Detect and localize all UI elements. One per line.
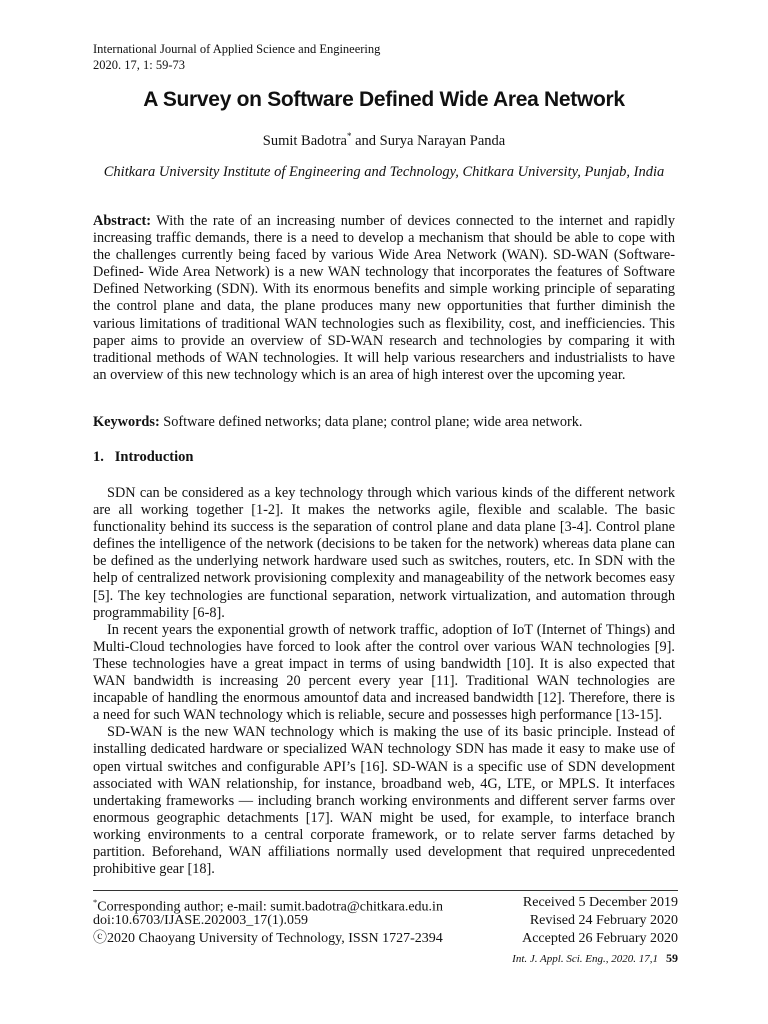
affiliation: Chitkara University Institute of Engineering and Technology, Chitkara University, Punjab, India [103, 164, 665, 180]
doi: doi:10.6703/IJASE.202003_17(1).059 [93, 913, 309, 928]
received-date: Received 5 December 2019 [522, 895, 678, 910]
keywords-text: Software defined networks; data plane; control plane; wide area network. [159, 414, 583, 430]
footnote-divider [93, 890, 678, 891]
abstract-label: Abstract: [93, 213, 151, 229]
footnote-mark: * [93, 897, 98, 907]
introduction-body [93, 485, 675, 878]
abstract [93, 213, 675, 384]
journal-name: International Journal of Applied Science and Engineering [93, 42, 381, 56]
keywords-label: Keywords: [93, 414, 160, 430]
copyright: ⓒ2020 Chaoyang University of Technology, ISSN 1727-2394 [93, 931, 443, 946]
corresponding-text: Corresponding author; e-mail: sumit.badotra@chitkara.edu.in [97, 899, 443, 915]
author-rest: and Surya Narayan Panda [351, 132, 506, 149]
accepted-date: Accepted 26 February 2020 [522, 931, 678, 946]
page-number: 59 [666, 951, 678, 965]
citation: Int. J. Appl. Sci. Eng., 2020. 17,1 [512, 953, 658, 965]
page-footer [512, 951, 678, 966]
keywords [93, 414, 675, 431]
corresponding-mark: * [346, 131, 352, 141]
paragraph: In recent years the exponential growth of network traffic, adoption of IoT (Internet of Things) and Multi-Cloud technologies have forced to look after the control over various WAN technologies [9]. These technologies have a great impact in terms of using bandwidth [10]. It is also expected that WAN bandwidth is increasing 20 percent every year [11]. Traditional WAN technologies are incapable of handling the enormous amountof data and increased bandwidth [12]. Therefore, there is a need for such WAN technology which is reliable, secure and possesses high performance [13-15]. [93, 621, 675, 724]
paper-title: A Survey on Software Defined Wide Area Network [143, 88, 625, 111]
paragraph: SDN can be considered as a key technology through which various kinds of the different network are all working together [1-2]. It makes the networks agile, flexible and scalable. The basic functionality behind its success is the separation of control plane and data plane [3-4]. Control plane defines the intelligence of the network (decisions to be taken for the network) whereas data plane can be defined as the underlying network hardware used such as switches, routers, etc. In SDN with the help of centralized network provisioning complexity and manageability of the network becomes easy [5]. The key technologies are functional separation, network virtualization, and automation through programmability [6-8]. [93, 485, 675, 621]
paragraph: SD-WAN is the new WAN technology which is making the use of its basic principle. Instead of installing dedicated hardware or specialized WAN technology SDN has made it easy to make use of open virtual switches and configurable API’s [16]. SD-WAN is a specific use of SDN development associated with WAN relationship, for instance, broadband web, 4G, LTE, or MPLS. It interfaces undertaking frameworks — including branch working environments and different server farms over enormous geographic detachments [17]. WAN might be used, for example, to interface branch working environments to a central corporate framework, or to relate server farms detached by partition. Beforehand, WAN affiliations normally used development that required unprecedented prohibitive gear [18]. [93, 724, 675, 878]
authors [0, 131, 768, 150]
section-heading: 1. Introduction [93, 449, 194, 465]
journal-volume: 2020. 17, 1: 59-73 [93, 58, 186, 72]
author-first: Sumit Badotra [262, 132, 347, 149]
journal-header [93, 41, 380, 73]
abstract-text: With the rate of an increasing number of devices connected to the internet and rapidly increasing traffic demands, there is a need to develop a mechanism that should be able to cope with the challenges currently being faced by various Wide Area Network (WAN). SD-WAN (Software-Defined- Wide Area Network) is a new WAN technology that incorporates the features of Software Defined Networking (SDN). With its enormous benefits and simple working principle of separating the control plane and data, the plane produces many new opportunities that further diminish the various limitations of traditional WAN technologies such as flexibility, cost, and inefficiencies. This paper aims to provide an overview of SD-WAN research and technologies by comparing it with traditional methods of WAN technologies. It will help various researchers and industrialists to have an overview of this new technology which is an area of high interest over the upcoming year. [93, 213, 675, 383]
revised-date: Revised 24 February 2020 [529, 913, 678, 928]
